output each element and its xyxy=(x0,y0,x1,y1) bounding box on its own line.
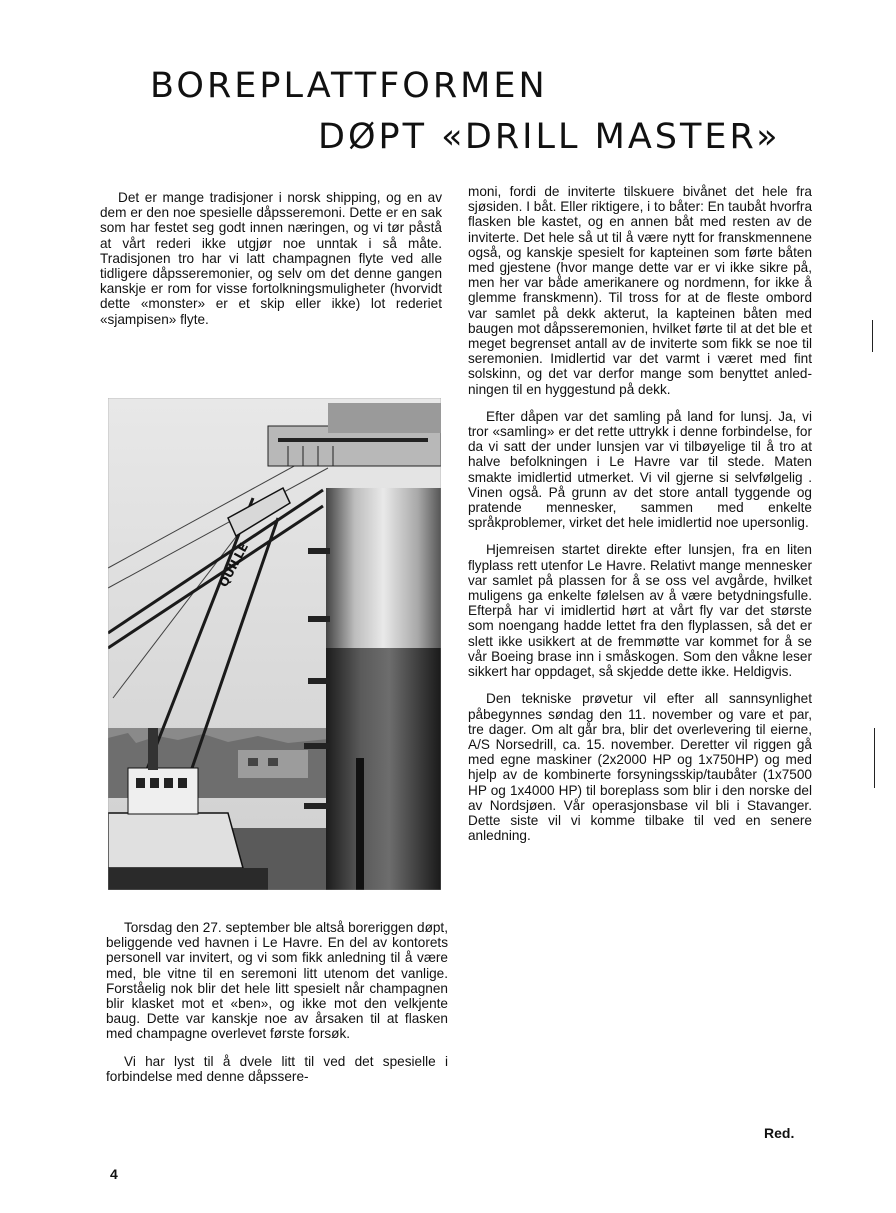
margin-mark xyxy=(872,320,873,352)
page-number: 4 xyxy=(110,1166,118,1182)
column-1-bottom xyxy=(106,920,448,1084)
margin-mark xyxy=(874,728,875,788)
paragraph: Efter dåpen var det samling på land for lunsj. Ja, vi tror «samling» er det rette uttrykk i denne forbindelse, for da vi satt der under lunsjen var vi tilbøyelige til å tro at halve befolkningen i Le Havre var til stede. Maten smakte imidlertid utmerket. Vi vil gjerne si selvfølgelig . Vinen også. På grunn av det store antall tyggende og pratende mennesker, sammen med enkelte språkproblemer, virket det hele imidlertid noe upersonlig. xyxy=(468,408,812,531)
paragraph: Vi har lyst til å dvele litt til ved det spesielle i forbindelse med denne dåpssere- xyxy=(106,1053,448,1084)
paragraph: Det er mange tradisjoner i norsk shipping, og en av dem er den noe spesielle dåpsseremoni. Dette er en sak som har festet seg godt innen næringen, og vi tør påstå at vårt rederi ikke utgjør noe unntak i så måte. Tradisjonen tro har vi latt champagnen flyte ved alle tidligere dåpsseremonier, og selv om det denne gangen kanskje er rom for visse fortolkningsmuligheter (hvorvidt dette «monster» er et skip eller ikke) lot rederiet «sjampisen» flyte. xyxy=(100,190,442,327)
paragraph: moni, fordi de inviterte tilskuere bivånet det hele fra sjøsiden. I båt. Eller riktigere, i to båter: En taubåt hvorfra flasken ble kastet, og en annen båt med resten av de inviterte. Det hele så ut til å være nytt for franskmennene også, og kanskje spesielt for kapteinen som førte båten med gjestene (hvor mange dette var er vi ikke sikre på, men her var både amerikanere og nordmenn, for ikke å glemme franskmenn). Til tross for at de fleste ombord var samlet på dekk akterut, la kapteinen båten med baugen mot dåpsseremonien, hvilket førte til at det ble et meget begrenset antall av de inviterte som fikk se noe til seremonien. Imidlertid var det varmt i været med fint solskinn, og det var derfor mange som benyttet anledningen til en hyggestund på dekk. xyxy=(468,184,812,397)
paragraph: Torsdag den 27. september ble altså boreriggen døpt, beliggende ved havnen i Le Havre. En del av kontorets personell var invitert, og vi som fikk anledning til å være med, ble vitne til en seremoni litt utenom det vanlige. Forståelig nok blir det hele litt spesielt når champagnen blir klasket mot et «ben», og ikke mot den velkjente baug. Dette var kanskje noe av årsaken til at flasken med champagne overlevet første forsøk. xyxy=(106,920,448,1042)
crane-lettering: QUILLE xyxy=(216,540,252,590)
title-line-2: DØPT «DRILL MASTER» xyxy=(318,117,781,157)
column-2 xyxy=(468,184,812,843)
paragraph: Hjemreisen startet direkte efter lunsjen, fra en liten flyplass rett utenfor Le Havre. Relativt mange mennesker var samlet på plassen for å se oss vel avgårde, hvilket muligens ga enkelte følelsen av å være betydningsfulle. Efterpå har vi imidlertid hørt at vårt fly var det største som noengang hadde lettet fra den flyplassen, så det er slett ikke usikkert at de fremmøtte var kommet for å se vår Boeing brase inn i småskogen. Som den våkne leser sikkert har oppdaget, så skjedde dette ikke. Heldigvis. xyxy=(468,542,812,680)
paragraph: Den tekniske prøvetur vil efter all sannsynlighet påbegynnes søndag den 11. november og vare et par, tre dager. Om alt går bra, blir det overlevering til eierne, A/S Norsedrill, ca. 15. november. Deretter vil riggen gå med egne maskiner (2x2000 HP og 1x750HP) og med hjelp av de kombinerte forsyningsskip/taubåter (1x7500 HP og 1x4000 HP) til boreplass som blir i den norske del av Nordsjøen. Vår operasjonsbase vil bli i Stavanger. Dette siste vil vi komme tilbake til ved en senere anledning. xyxy=(468,691,812,844)
signature: Red. xyxy=(764,1125,795,1141)
column-1-top xyxy=(100,190,442,327)
drilling-rig-photo xyxy=(108,398,441,890)
title-line-1: BOREPLATTFORMEN xyxy=(150,66,548,106)
